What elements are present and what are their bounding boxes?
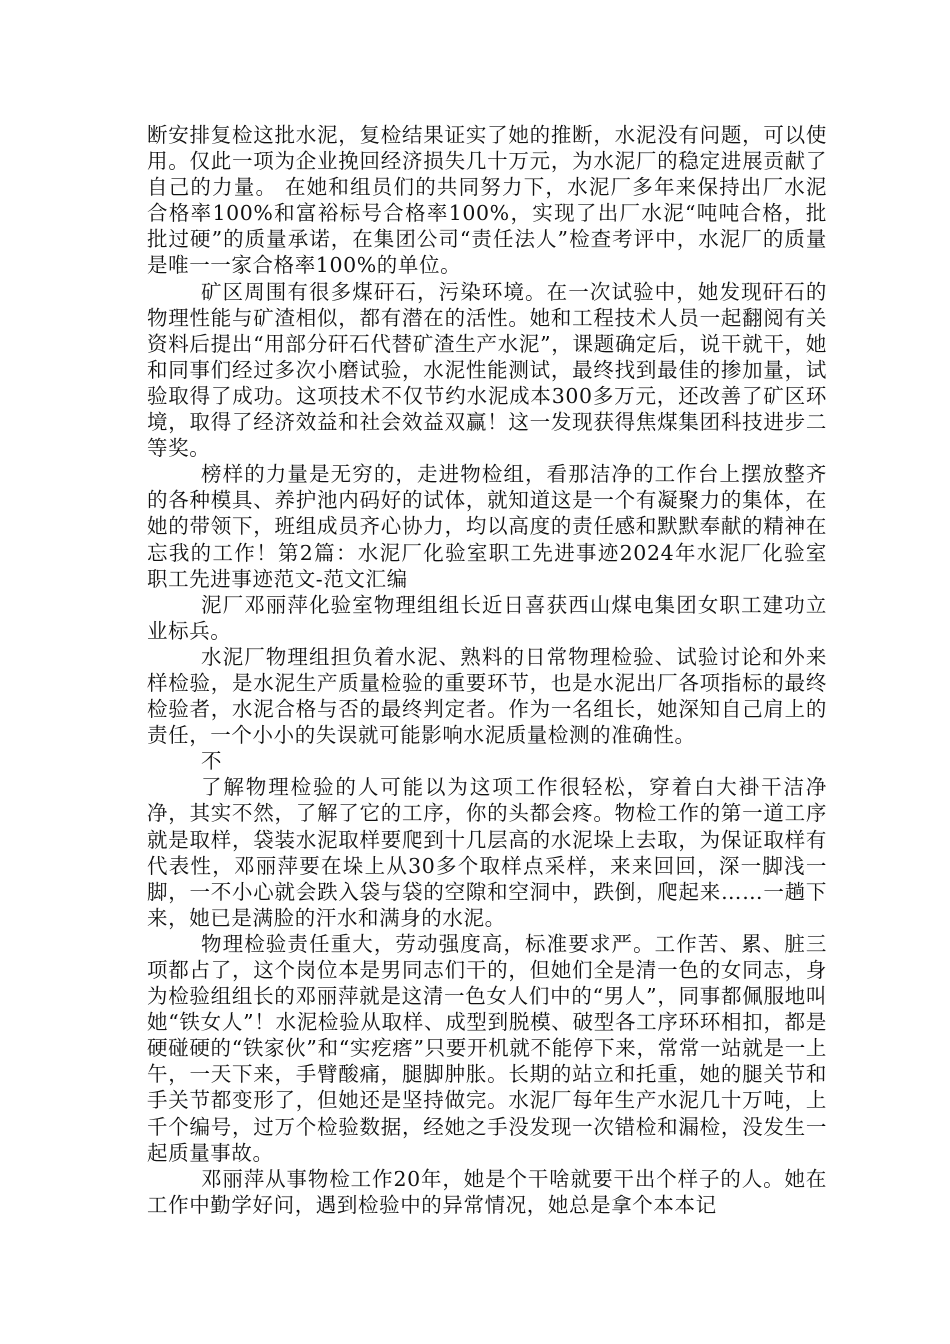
paragraph-fragment: 不 xyxy=(201,749,223,774)
document-body xyxy=(147,122,827,1218)
paragraph-award: 泥厂邓丽萍化验室物理组组长近日喜获西山煤电集团女职工建功立业标兵。 xyxy=(147,592,827,643)
paragraph-sampling-work: 了解物理检验的人可能以为这项工作很轻松，穿着白大褂干洁净净，其实不然，了解了它的工序，你的头都会疼。物检工作的第一道工序就是取样，袋装水泥取样要爬到十几层高的水泥垛上去取，为保证取样有代表性，邓丽萍要在垛上从30多个取样点采样，来来回回，深一脚浅一脚，一不小心就会跌入袋与袋的空隙和空洞中，跌倒，爬起来……一趟下来，她已是满脸的汗水和满身的水泥。 xyxy=(147,775,827,930)
paragraph-iron-woman: 物理检验责任重大，劳动强度高，标准要求严。工作苦、累、脏三项都占了，这个岗位本是男同志们干的，但她们全是清一色的女同志，身为检验组组长的邓丽萍就是这清一色女人们中的“男人”，同事都佩服地叫她“铁女人”！水泥检验从取样、成型到脱模、破型各工序环环相扣，都是硬碰硬的“铁家伙”和“实疙瘩”只要开机就不能停下来，常常一站就是一上午，一天下来，手臂酸痛，腿脚肿胀。长期的站立和托重，她的腿关节和手关节都变形了，但她还是坚持做完。水泥厂每年生产水泥几十万吨，上千个编号，过万个检验数据，经她之手没发现一次错检和漏检，没发生一起质量事故。 xyxy=(147,931,827,1165)
paragraph-recheck-results: 断安排复检这批水泥，复检结果证实了她的推断，水泥没有问题，可以使用。仅此一项为企业挽回经济损失几十万元，为水泥厂的稳定进展贡献了自己的力量。 在她和组员们的共同努力下，水泥厂多年来保持出厂水泥合格率100%和富裕标号合格率100%，实现了出厂水泥“吨吨合格，批批过硬”的质量承诺，在集团公司“责任法人”检查考评中，水泥厂的质量是唯一一家合格率100%的单位。 xyxy=(147,123,827,278)
paragraph-role-model: 榜样的力量是无穷的，走进物检组，看那洁净的工作台上摆放整齐的各种模具、养护池内码好的试体，就知道这是一个有凝聚力的集体，在她的带领下，班组成员齐心协力，均以高度的责任感和默默奉献的精神在忘我的工作！第2篇：水泥厂化验室职工先进事迹2024年水泥厂化验室职工先进事迹范文-范文汇编 xyxy=(147,462,827,591)
paragraph-physics-group-duties: 水泥厂物理组担负着水泥、熟料的日常物理检验、试验讨论和外来样检验，是水泥生产质量检验的重要环节，也是水泥出厂各项指标的最终检验者，水泥合格与否的最终判定者。作为一名组长，她深知自己肩上的责任，一个小小的失误就可能影响水泥质量检测的准确性。 xyxy=(147,644,827,748)
paragraph-twenty-years: 邓丽萍从事物检工作20年，她是个干啥就要干出个样子的人。她在工作中勤学好问，遇到检验中的异常情况，她总是拿个本本记 xyxy=(147,1166,827,1217)
paragraph-gangue-experiment: 矿区周围有很多煤矸石，污染环境。在一次试验中，她发现矸石的物理性能与矿渣相似，都有潜在的活性。她和工程技术人员一起翻阅有关资料后提出“用部分矸石代替矿渣生产水泥”，课题确定后，说干就干，她和同事们经过多次小磨试验，水泥性能测试，最终找到最佳的掺加量，试验取得了成功。这项技术不仅节约水泥成本300多万元，还改善了矿区环境，取得了经济效益和社会效益双赢！这一发现获得焦煤集团科技进步二等奖。 xyxy=(147,279,827,461)
